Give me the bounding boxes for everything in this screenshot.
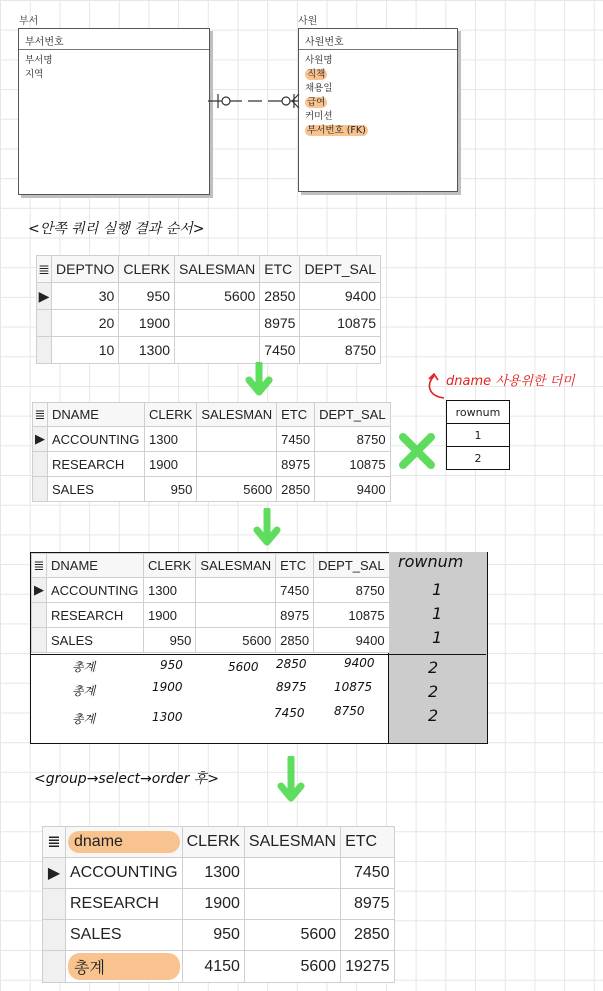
- hand-cell: 7450: [274, 706, 305, 720]
- grid-menu-icon[interactable]: ≣: [37, 256, 52, 283]
- cell[interactable]: 2850: [341, 920, 395, 951]
- emp-entity-title: 사원: [298, 16, 318, 27]
- table-row[interactable]: [43, 889, 395, 920]
- cell[interactable]: 8750: [300, 337, 381, 364]
- cell[interactable]: 10875: [315, 452, 390, 477]
- cell[interactable]: [197, 427, 277, 452]
- dummy-annotation-label: dname 사용위한 더미: [446, 374, 575, 389]
- emp-field-wrap: [305, 124, 451, 138]
- row-indicator: [43, 920, 66, 951]
- cell[interactable]: ACCOUNTING: [48, 427, 145, 452]
- cell[interactable]: RESEARCH: [48, 452, 145, 477]
- hand-rownum: 2: [428, 706, 439, 725]
- table-row[interactable]: [37, 337, 381, 364]
- emp-field: 부서번호 (FK): [307, 125, 366, 136]
- cell[interactable]: 5600: [244, 920, 340, 951]
- column-header[interactable]: CLERK: [182, 827, 244, 858]
- column-header[interactable]: CLERK: [144, 554, 196, 578]
- cell[interactable]: [175, 310, 260, 337]
- current-row-icon: ▶: [33, 427, 48, 452]
- column-header[interactable]: SALESMAN: [196, 554, 276, 578]
- column-header-label: dname: [68, 831, 180, 853]
- cell[interactable]: RESEARCH: [66, 889, 183, 920]
- column-header[interactable]: DNAME: [48, 403, 145, 427]
- current-row-icon: ▶: [37, 283, 52, 310]
- hand-cell: 8975: [276, 680, 307, 694]
- cell[interactable]: 950: [144, 628, 196, 653]
- down-arrow-icon: [252, 508, 282, 546]
- row-indicator: [37, 310, 52, 337]
- dummy-rownum-value: 1: [447, 424, 510, 447]
- hand-cell: 9400: [344, 656, 375, 670]
- dept-field: 지역: [25, 69, 44, 80]
- table-row[interactable]: [37, 283, 381, 310]
- column-header[interactable]: DNAME: [47, 554, 144, 578]
- row-indicator: [33, 477, 48, 502]
- column-header[interactable]: CLERK: [145, 403, 197, 427]
- emp-field: 급여: [307, 97, 326, 108]
- cell[interactable]: 8975: [260, 310, 300, 337]
- cell[interactable]: SALES: [48, 477, 145, 502]
- dept-entity-title: 부서: [19, 16, 39, 27]
- curved-arrow-icon: [424, 370, 446, 400]
- cell[interactable]: 1900: [145, 452, 197, 477]
- cell[interactable]: ACCOUNTING: [66, 858, 183, 889]
- rownum-value: 1: [432, 604, 443, 623]
- column-header[interactable]: SALESMAN: [197, 403, 277, 427]
- column-header[interactable]: SALESMAN: [244, 827, 340, 858]
- hand-cell: 10875: [334, 680, 373, 694]
- cell[interactable]: 1300: [119, 337, 175, 364]
- cell[interactable]: [244, 858, 340, 889]
- cell[interactable]: 1900: [119, 310, 175, 337]
- result-grid-union: [31, 553, 390, 653]
- hand-cell: 2850: [276, 657, 307, 671]
- emp-field-wrap: [305, 96, 451, 110]
- rownum-header: rownum: [398, 552, 464, 571]
- cross-icon: [398, 432, 436, 470]
- cell[interactable]: 10: [52, 337, 119, 364]
- table-row[interactable]: [37, 310, 381, 337]
- grid-menu-icon[interactable]: ≣: [32, 554, 47, 578]
- column-header[interactable]: ETC: [341, 827, 395, 858]
- cell[interactable]: 950: [182, 920, 244, 951]
- cell[interactable]: 19275: [341, 951, 395, 983]
- column-header[interactable]: CLERK: [119, 256, 175, 283]
- current-row-icon: ▶: [43, 858, 66, 889]
- current-row-icon: ▶: [32, 578, 47, 603]
- dept-entity: [18, 28, 210, 195]
- cell[interactable]: 5600: [244, 951, 340, 983]
- cell[interactable]: 10875: [314, 603, 389, 628]
- row-indicator: [43, 951, 66, 983]
- emp-fields: [299, 50, 457, 142]
- cell[interactable]: [244, 889, 340, 920]
- cell[interactable]: 1900: [182, 889, 244, 920]
- column-header[interactable]: DEPTNO: [52, 256, 119, 283]
- cell[interactable]: 20: [52, 310, 119, 337]
- column-header[interactable]: DEPT_SAL: [314, 554, 389, 578]
- table-row[interactable]: [32, 578, 390, 603]
- cell[interactable]: 7450: [341, 858, 395, 889]
- cell[interactable]: 2850: [277, 477, 315, 502]
- emp-field: 사원명: [305, 55, 333, 66]
- cell[interactable]: 8975: [277, 452, 315, 477]
- cell[interactable]: 9400: [300, 283, 381, 310]
- row-indicator: [33, 452, 48, 477]
- row-indicator: [32, 628, 47, 653]
- cell[interactable]: 1300: [144, 578, 196, 603]
- relationship-connector: [206, 90, 302, 112]
- cell[interactable]: 9400: [314, 628, 389, 653]
- cell[interactable]: 5600: [196, 628, 276, 653]
- cell[interactable]: 5600: [175, 283, 260, 310]
- emp-field: 채용일: [305, 83, 333, 94]
- hand-rownum: 2: [428, 682, 439, 701]
- hand-rownum: 2: [428, 658, 439, 677]
- table-row[interactable]: [33, 452, 391, 477]
- cell[interactable]: 9400: [315, 477, 390, 502]
- column-header[interactable]: DEPT_SAL: [315, 403, 390, 427]
- cell[interactable]: 8750: [314, 578, 389, 603]
- down-arrow-icon: [244, 362, 274, 396]
- row-indicator: [43, 889, 66, 920]
- rownum-value: 1: [432, 580, 443, 599]
- table-row[interactable]: [43, 951, 395, 983]
- emp-field: 직책: [307, 69, 326, 80]
- cell[interactable]: 5600: [197, 477, 277, 502]
- cell[interactable]: RESEARCH: [47, 603, 144, 628]
- cell[interactable]: SALES: [66, 920, 183, 951]
- result-grid-deptno: [36, 255, 381, 364]
- cell[interactable]: 4150: [182, 951, 244, 983]
- emp-pk: 사원번호: [299, 29, 457, 50]
- separator-line: [30, 654, 486, 655]
- dept-fields: [19, 50, 209, 86]
- cell[interactable]: 8975: [276, 603, 314, 628]
- hand-cell: 총계: [72, 660, 96, 674]
- row-indicator: [37, 337, 52, 364]
- emp-field-wrap: [305, 68, 451, 82]
- cell[interactable]: [175, 337, 260, 364]
- cell[interactable]: 8750: [315, 427, 390, 452]
- hand-cell: 총계: [72, 684, 96, 698]
- column-header[interactable]: DEPT_SAL: [300, 256, 381, 283]
- cell[interactable]: 8975: [341, 889, 395, 920]
- cell[interactable]: [197, 452, 277, 477]
- column-header[interactable]: SALESMAN: [175, 256, 260, 283]
- grid-menu-icon[interactable]: ≣: [33, 403, 48, 427]
- table-row[interactable]: [33, 427, 391, 452]
- note-inner-query-order: <안쪽 쿼리 실행 결과 순서>: [28, 221, 205, 237]
- cell[interactable]: 950: [145, 477, 197, 502]
- cell[interactable]: 2850: [276, 628, 314, 653]
- table-row[interactable]: [43, 920, 395, 951]
- dept-field: 부서명: [25, 55, 53, 66]
- cell[interactable]: 7450: [260, 337, 300, 364]
- cell[interactable]: 7450: [276, 578, 314, 603]
- column-header[interactable]: ETC: [277, 403, 315, 427]
- dept-pk: 부서번호: [19, 29, 209, 50]
- dummy-rownum-value: 2: [447, 447, 510, 470]
- grid-menu-icon[interactable]: ≣: [43, 827, 66, 858]
- total-label: 총계: [68, 953, 180, 980]
- cell[interactable]: 950: [119, 283, 175, 310]
- result-grid-dname: [32, 402, 391, 502]
- table-row[interactable]: [32, 603, 390, 628]
- emp-field: 커미션: [305, 111, 333, 122]
- cell[interactable]: [196, 603, 276, 628]
- hand-cell: 1300: [152, 710, 183, 724]
- cell[interactable]: ACCOUNTING: [47, 578, 144, 603]
- hand-cell: 5600: [228, 660, 259, 674]
- cell[interactable]: 2850: [260, 283, 300, 310]
- rownum-value: 1: [432, 628, 443, 647]
- cell[interactable]: 7450: [277, 427, 315, 452]
- column-header[interactable]: [66, 827, 183, 858]
- table-row[interactable]: [43, 858, 395, 889]
- column-header[interactable]: ETC: [276, 554, 314, 578]
- emp-entity: [298, 28, 458, 192]
- dummy-rownum-table: [446, 400, 510, 470]
- row-indicator: [32, 603, 47, 628]
- down-arrow-icon: [276, 756, 306, 802]
- result-grid-final: [42, 826, 395, 983]
- cell[interactable]: SALES: [47, 628, 144, 653]
- cell[interactable]: 1900: [144, 603, 196, 628]
- note-after-group-select-order: <group→select→order 후>: [34, 771, 220, 787]
- cell[interactable]: [196, 578, 276, 603]
- cell[interactable]: 30: [52, 283, 119, 310]
- table-row[interactable]: [32, 628, 390, 653]
- cell[interactable]: 1300: [145, 427, 197, 452]
- hand-cell: 1900: [152, 680, 183, 694]
- cell[interactable]: [66, 951, 183, 983]
- cell[interactable]: 1300: [182, 858, 244, 889]
- hand-cell: 950: [160, 658, 183, 672]
- table-row[interactable]: [33, 477, 391, 502]
- hand-cell: 8750: [334, 704, 365, 718]
- hand-cell: 총계: [72, 712, 96, 726]
- cell[interactable]: 10875: [300, 310, 381, 337]
- dummy-rownum-header: rownum: [447, 401, 510, 424]
- column-header[interactable]: ETC: [260, 256, 300, 283]
